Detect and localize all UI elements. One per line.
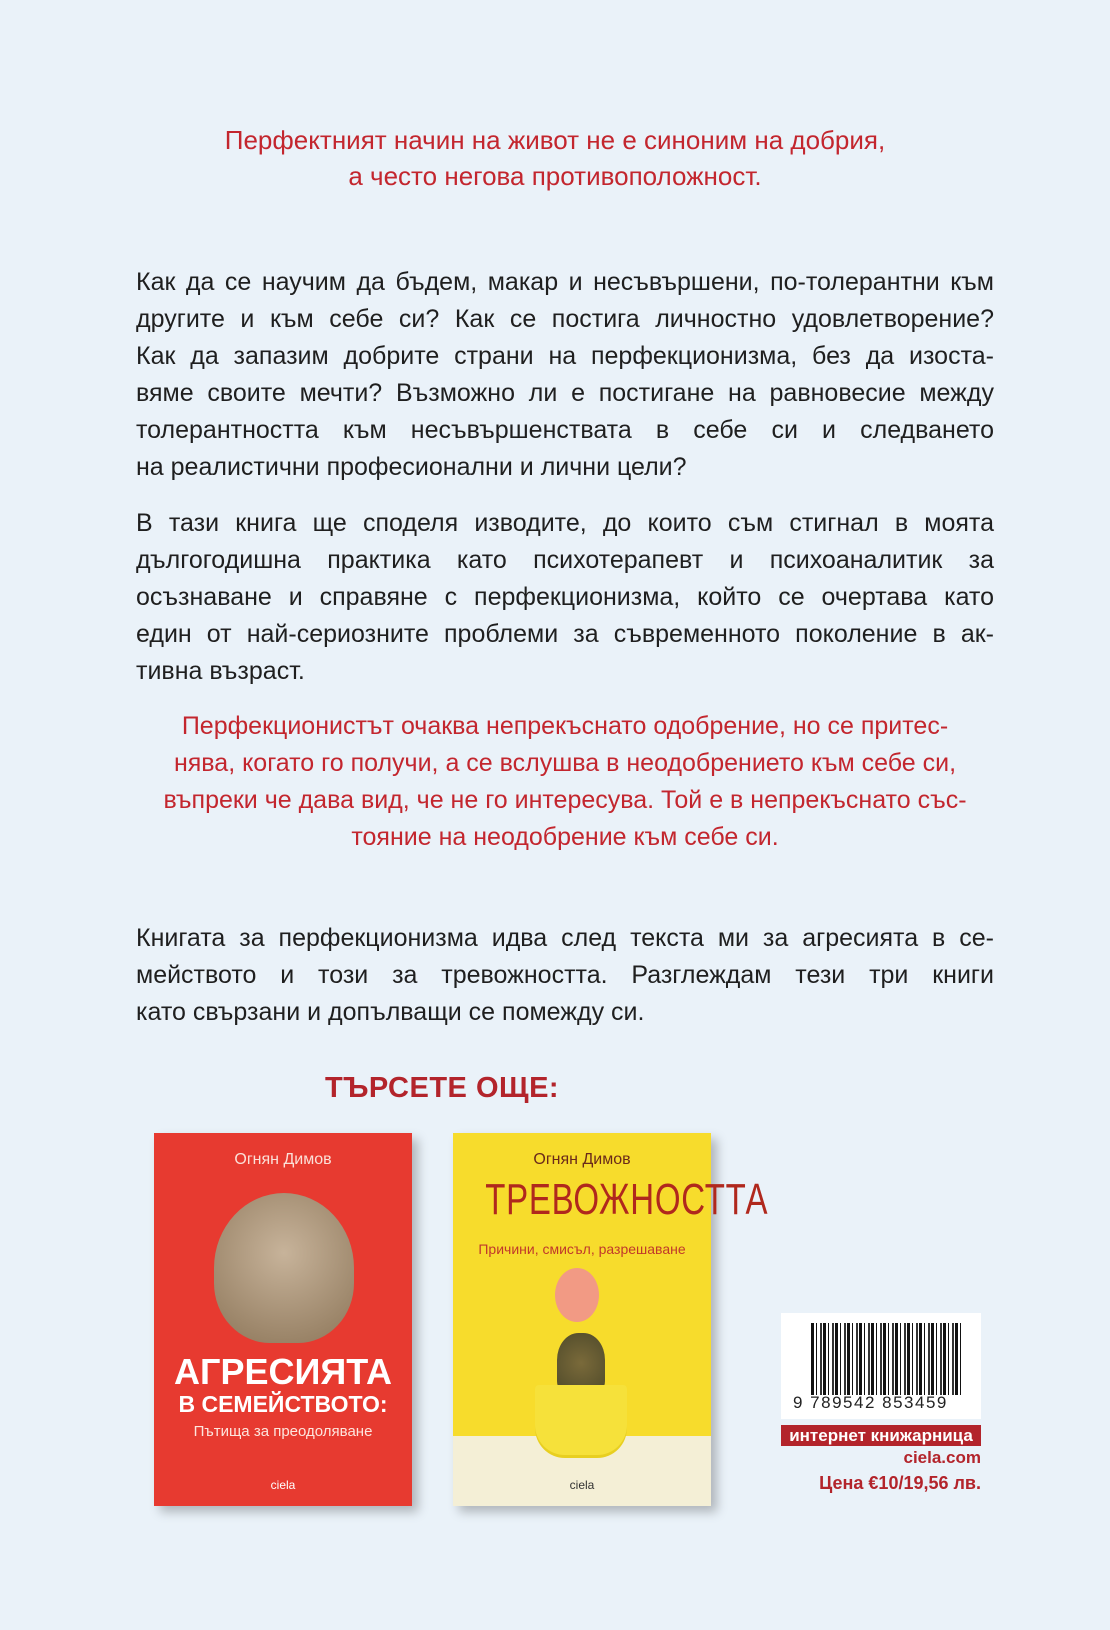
text-line: тивна възраст.: [136, 657, 305, 685]
website: ciela.com: [903, 1448, 981, 1467]
paragraph-red-quote: [136, 708, 994, 856]
text-line: като свързани и допълващи се помежду си.: [136, 998, 645, 1026]
isbn-number: 9 789542 853459: [793, 1393, 948, 1412]
text-line: толерантността към несъвършенствата в себе си и следването: [136, 416, 994, 444]
publisher-logo: ciela: [270, 1478, 296, 1492]
book-author: Огнян Димов: [234, 1151, 332, 1168]
barcode: [781, 1313, 981, 1419]
cactus-image: [557, 1333, 605, 1393]
barcode-bars: [811, 1323, 961, 1395]
text-line: В тази книга ще споделя изводите, до които съм стигнал в моята: [136, 509, 994, 537]
paragraph-4: [136, 920, 994, 1031]
text-line: другите и към себе си? Как се постига личностно удовлетворение?: [136, 305, 994, 333]
publisher-logo: ciela: [569, 1478, 595, 1492]
book-title: АГРЕСИЯТА: [174, 1351, 392, 1392]
book-author: Огнян Димов: [533, 1151, 631, 1168]
online-bookstore-label: интернет книжарница: [781, 1425, 981, 1446]
text-line: мейството и този за тревожността. Разглеждам тези три книги: [136, 961, 994, 989]
text-line: нява, когато го получи, а се вслушва в неодобрението към себе си,: [173, 749, 957, 777]
text-line: на реалистични професионални и лични цели?: [136, 453, 687, 481]
quote-line: Перфектният начин на живот не е синоним на добрия,: [224, 125, 886, 155]
text-line: Как да запазим добрите страни на перфекционизма, без да изоста-: [136, 342, 994, 370]
more-books-heading: ТЪРСЕТЕ ОЩЕ:: [325, 1072, 560, 1104]
text-line: въпреки че дава вид, че не го интересува. Той е в непрекъснато със-: [163, 786, 967, 814]
book-cover-aggression: [154, 1133, 412, 1506]
text-line: вяме своите мечти? Възможно ли е постигане на равновесие между: [136, 379, 994, 407]
text-line: Перфекционистът очаква непрекъснато одобрение, но се притес-: [181, 712, 949, 740]
text-line: един от най-сериозните проблеми за съвременното поколение в ак-: [136, 620, 994, 648]
teddy-bear-image: [214, 1193, 354, 1343]
text-line: дългогодишна практика като психотерапевт и психоаналитик за: [136, 546, 994, 574]
balloon-image: [555, 1268, 599, 1322]
text-line: Книгата за перфекционизма идва след текста ми за агресията в се-: [136, 924, 994, 952]
top-quote: [0, 122, 1110, 194]
text-line: тояние на неодобрение към себе си.: [351, 823, 779, 851]
book-cover-anxiety: [453, 1133, 769, 1506]
paragraph-1: [136, 264, 994, 486]
price: Цена €10/19,56 лв.: [819, 1473, 981, 1493]
book-title: ТРЕВОЖНОСТТА: [485, 1175, 769, 1224]
text-line: Как да се научим да бъдем, макар и несъвършени, по-толерантни към: [136, 268, 994, 296]
book-title-line2: В СЕМЕЙСТВОТО:: [178, 1391, 388, 1417]
text-line: осъзнаване и справяне с перфекционизма, който се очертава като: [136, 583, 994, 611]
paragraph-2: [136, 505, 994, 690]
quote-line: а често негова противоположност.: [348, 161, 762, 191]
book-subtitle: Причини, смисъл, разрешаване: [478, 1241, 686, 1257]
flower-pot-image: [535, 1385, 627, 1455]
book-subtitle: Пътища за преодоляване: [193, 1423, 373, 1440]
